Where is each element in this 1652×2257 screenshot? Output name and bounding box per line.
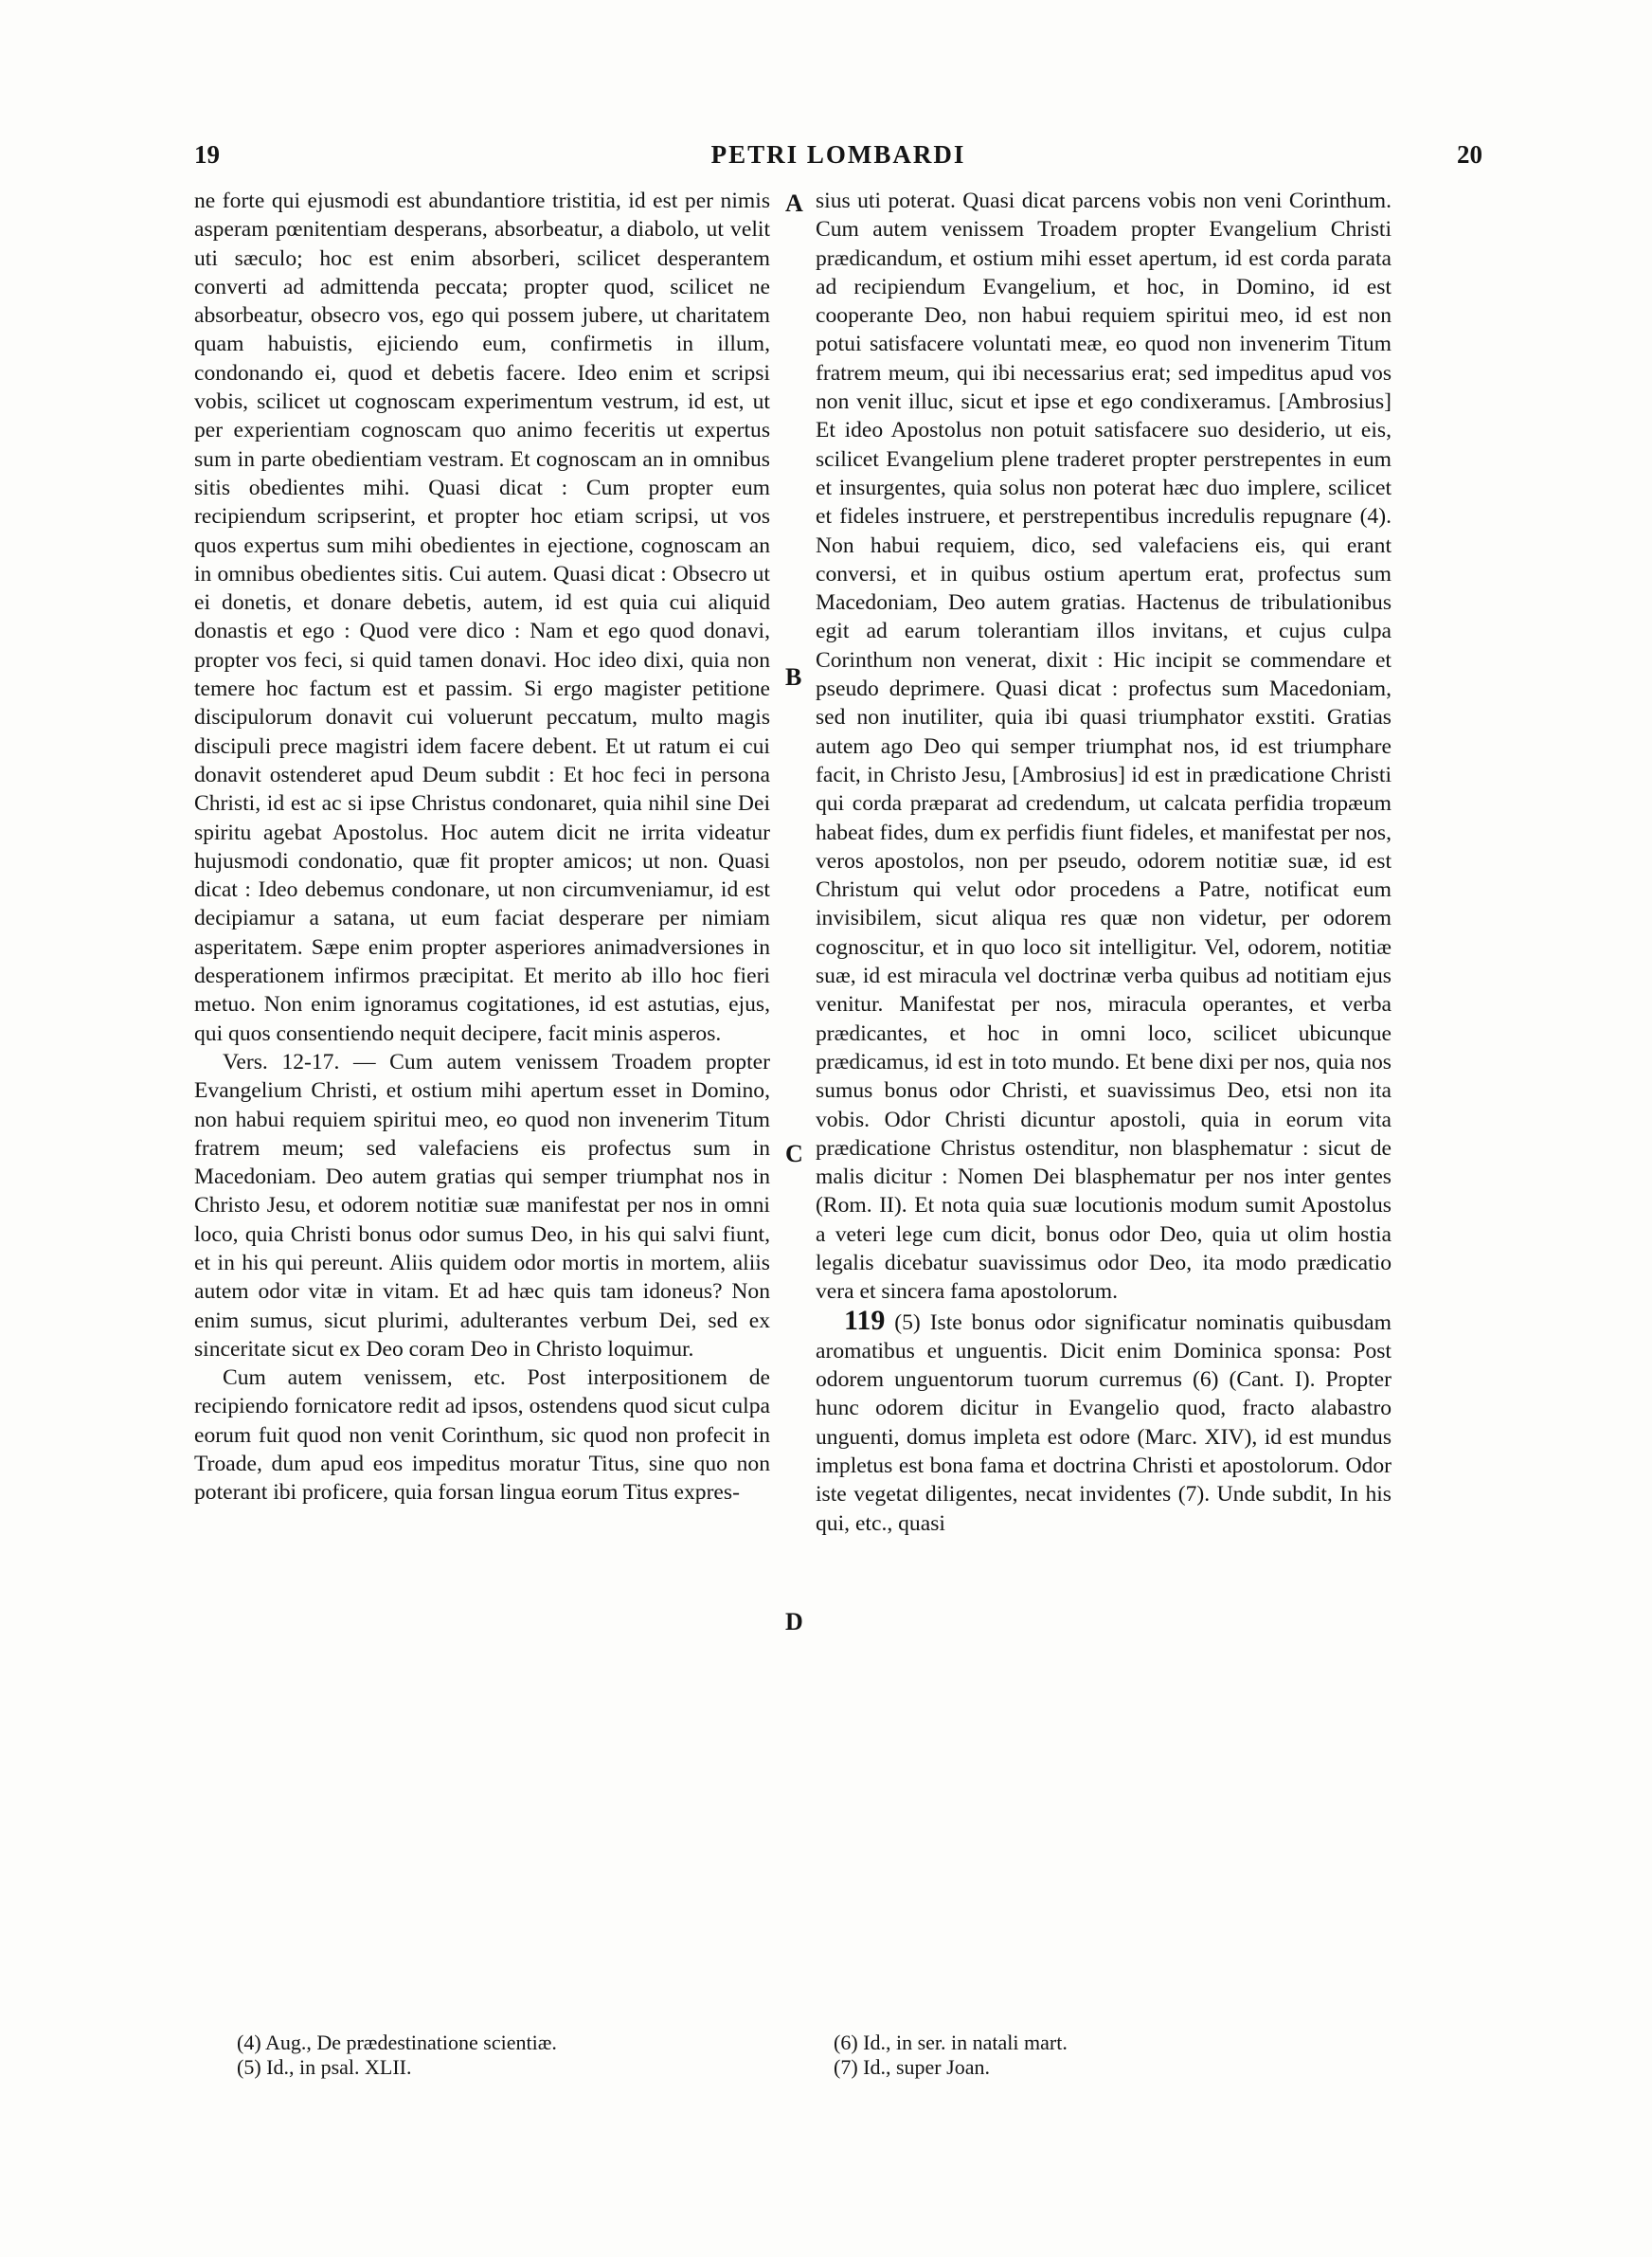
right-column bbox=[816, 187, 1392, 1538]
footnotes-right bbox=[834, 2031, 1068, 2080]
right-paragraph: sius uti poterat. Quasi dicat parcens vobis non veni Corinthum. Cum autem venissem Troadem propter Evangelium Christi prædicandum, et ostium mihi esset apertum, id est corda parata ad recipiendum Evangelium, et hoc, in Domino, id est cooperante Deo, non habui requiem spiritui meo, id est non potui satisfacere voluntati meæ, eo quod non invenerim Titum fratrem meum, qui ibi necessarius erat; sed impeditus apud vos non venit illuc, sicut et ipse et ego condixeramus. [Ambrosius] Et ideo Apostolus non potuit satisfacere suo desiderio, ut eis, scilicet Evangelium plene traderet propter perstrepentes in eum et insurgentes, quia solus non poterat hæc duo implere, scilicet et fideles instruere, et perstrepentibus incredulis repugnare (4). Non habui requiem, dico, sed valefaciens eis, qui erant conversi, et in quibus ostium apertum erat, profectus sum Macedoniam, Deo autem gratias. Hactenus de tribulationibus egit ad earum tolerantiam illos invitans, et cujus culpa Corinthum non venerat, dixit : Hic incipit se commendare et pseudo deprimere. Quasi dicat : profectus sum Macedoniam, sed non inutiliter, quia ibi quasi triumphator exstiti. Gratias autem ago Deo qui semper triumphat nos, id est triumphare facit, in Christo Jesu, [Ambrosius] id est in prædicatione Christi qui corda præparat ad credendum, ut calcata perfidia tropæum habeat fides, dum ex perfidis fiunt fideles, et manifestat per nos, veros apostolos, non per pseudo, odorem notitiæ suæ, id est Christum qui velut odor procedens a Patre, notificat eum invisibilem, sicut aliqua res quæ non videtur, per odorem cognoscitur, et in quo loco sit intelligitur. Vel, odorem, notitiæ suæ, id est miracula vel doctrinæ verba quibus ad notitiam ejus venitur. Manifestat per nos, miracula operantes, et verba prædicantes, et hoc in omni loco, scilicet ubicunque prædicamus, id est in toto mundo. Et bene dixi per nos, quia nos sumus bonus odor Christi, et suavissimus Deo, etsi non ita vobis. Odor Christi dicuntur apostoli, quia in eorum vita prædicatione Christus ostenditur, non blasphematur : sicut de malis dicitur : Nomen Dei blasphematur per nos inter gentes (Rom. II). Et nota quia suæ locutionis modum sumit Apostolus a veteri lege cum dicit, bonus odor Deo, quia ut olim hostia legalis dicebatur suavissimus odor Deo, ita modo prædicatio vera et sincera fama apostolorum. bbox=[816, 189, 1392, 1305]
footnote: (5) Id., in psal. XLII. bbox=[237, 2055, 412, 2079]
left-paragraph: ne forte qui ejusmodi est abundantiore tristitia, id est per nimis asperam pœnitentiam desperans, absorbeatur, a diabolo, ut velit uti sæculo; hoc est enim absorberi, scilicet desperantem converti ad admittenda peccata; propter quod, scilicet ne absorbeatur, obsecro vos, ego qui possem jubere, ut charitatem quam habuistis, ejiciendo eum, confirmetis in illum, condonando ei, quod et debetis facere. Ideo enim et scripsi vobis, scilicet ut cognoscam experimentum vestrum, id est, ut per experientiam cognoscam quo animo feceritis ut expertus sum in parte obedientiam vestram. Et cognoscam an in omnibus sitis obedientes mihi. Quasi dicat : Cum propter eum recipiendum scripserint, et propter hoc etiam scripsi, ut vos quos expertus sum mihi obedientes in ejectione, cognoscam an in omnibus obedientes sitis. Cui autem. Quasi dicat : Obsecro ut ei donetis, et donare debetis, autem, id est quia cui aliquid donastis et ego : Quod vere dico : Nam et ego quod donavi, propter vos feci, si quid tamen donavi. Hoc ideo dixi, quia non temere hoc factum est et passim. Si ergo magister petitione discipulorum donavit cui voluerunt peccatum, multo magis discipuli prece magistri idem facere debent. Et ut ratum ei cui donavit ostenderet apud Deum subdit : Et hoc feci in persona Christi, id est ac si ipse Christus condonaret, quia nihil sine Dei spiritu agebat Apostolus. Hoc autem dicit ne irrita videatur hujusmodi condonatio, quæ fit propter amicos; ut non. Quasi dicat : Ideo debemus condonare, ut non circumveniamur, id est decipiamur a satana, ut eum faciat desperare per nimiam asperitatem. Sæpe enim propter asperiores animadversiones in desperationem infirmos præcipitat. Et merito ab illo hoc fieri metuo. Non enim ignoramus cogitationes, id est astutias, ejus, qui quos consentiendo nequit decipere, facit minis asperos. bbox=[194, 189, 770, 1046]
footnotes-left bbox=[237, 2031, 557, 2080]
margin-marker-a: A bbox=[785, 190, 803, 217]
running-title: PETRI LOMBARDI bbox=[710, 140, 966, 169]
running-header bbox=[194, 140, 1482, 178]
right-paragraph-text: (5) Iste bonus odor significatur nominatis quibusdam aromatibus et unguentis. Dicit enim Dominica sponsa: Post odorem unguentorum tuorum curremus (6) (Cant. I). Propter hunc odorem dicitur in Evangelio quod, fracto alabastro unguenti, domus impleta est odore (Marc. XIV), id est mundus impletus est bona fama et doctrina Christi et apostolorum. Odor iste vegetat diligentes, necat invidentes (7). Unde subdit, In his qui, etc., quasi bbox=[816, 1309, 1392, 1536]
left-paragraph: Cum autem venissem, etc. Post interpositionem de recipiendo fornicatore redit ad ipsos, ostendens quod sicut culpa eorum fuit quod non venit Corinthum, sic quod non profecit in Troade, dum apud eos impeditus moratur Titus, sine quo non poterant ibi proficere, quia forsan lingua eorum Titus expres- bbox=[194, 1365, 770, 1506]
margin-marker-c: C bbox=[785, 1140, 803, 1167]
footnote: (6) Id., in ser. in natali mart. bbox=[834, 2031, 1068, 2054]
right-paragraph-119 bbox=[816, 1304, 1392, 1538]
section-number: 119 bbox=[844, 1304, 886, 1336]
margin-marker-b: B bbox=[785, 663, 802, 691]
left-column bbox=[194, 187, 770, 1508]
left-paragraph: Vers. 12-17. — Cum autem venissem Troadem propter Evangelium Christi, et ostium mihi apertum esset in Domino, non habui requiem spiritui meo, eo quod non invenerim Titum fratrem meum; sed valefaciens eis profectus sum in Macedoniam. Deo autem gratias qui semper triumphat nos in Christo Jesu, et odorem notitiæ suæ manifestat per nos in omni loco, quia Christi bonus odor sumus Deo, in his qui salvi fiunt, et in his qui pereunt. Aliis quidem odor mortis in mortem, aliis autem odor vitæ in vitam. Et ad hæc quis tam idoneus? Non enim sumus, sicut plurimi, adulterantes verbum Dei, sed ex sinceritate sicut ex Deo coram Deo in Christo loquimur. bbox=[194, 1049, 770, 1362]
footnote: (4) Aug., De prædestinatione scientiæ. bbox=[237, 2031, 557, 2054]
footnote: (7) Id., super Joan. bbox=[834, 2055, 990, 2079]
page-number-left: 19 bbox=[194, 140, 220, 169]
page-number-right: 20 bbox=[1457, 140, 1482, 169]
margin-marker-d: D bbox=[785, 1608, 803, 1635]
